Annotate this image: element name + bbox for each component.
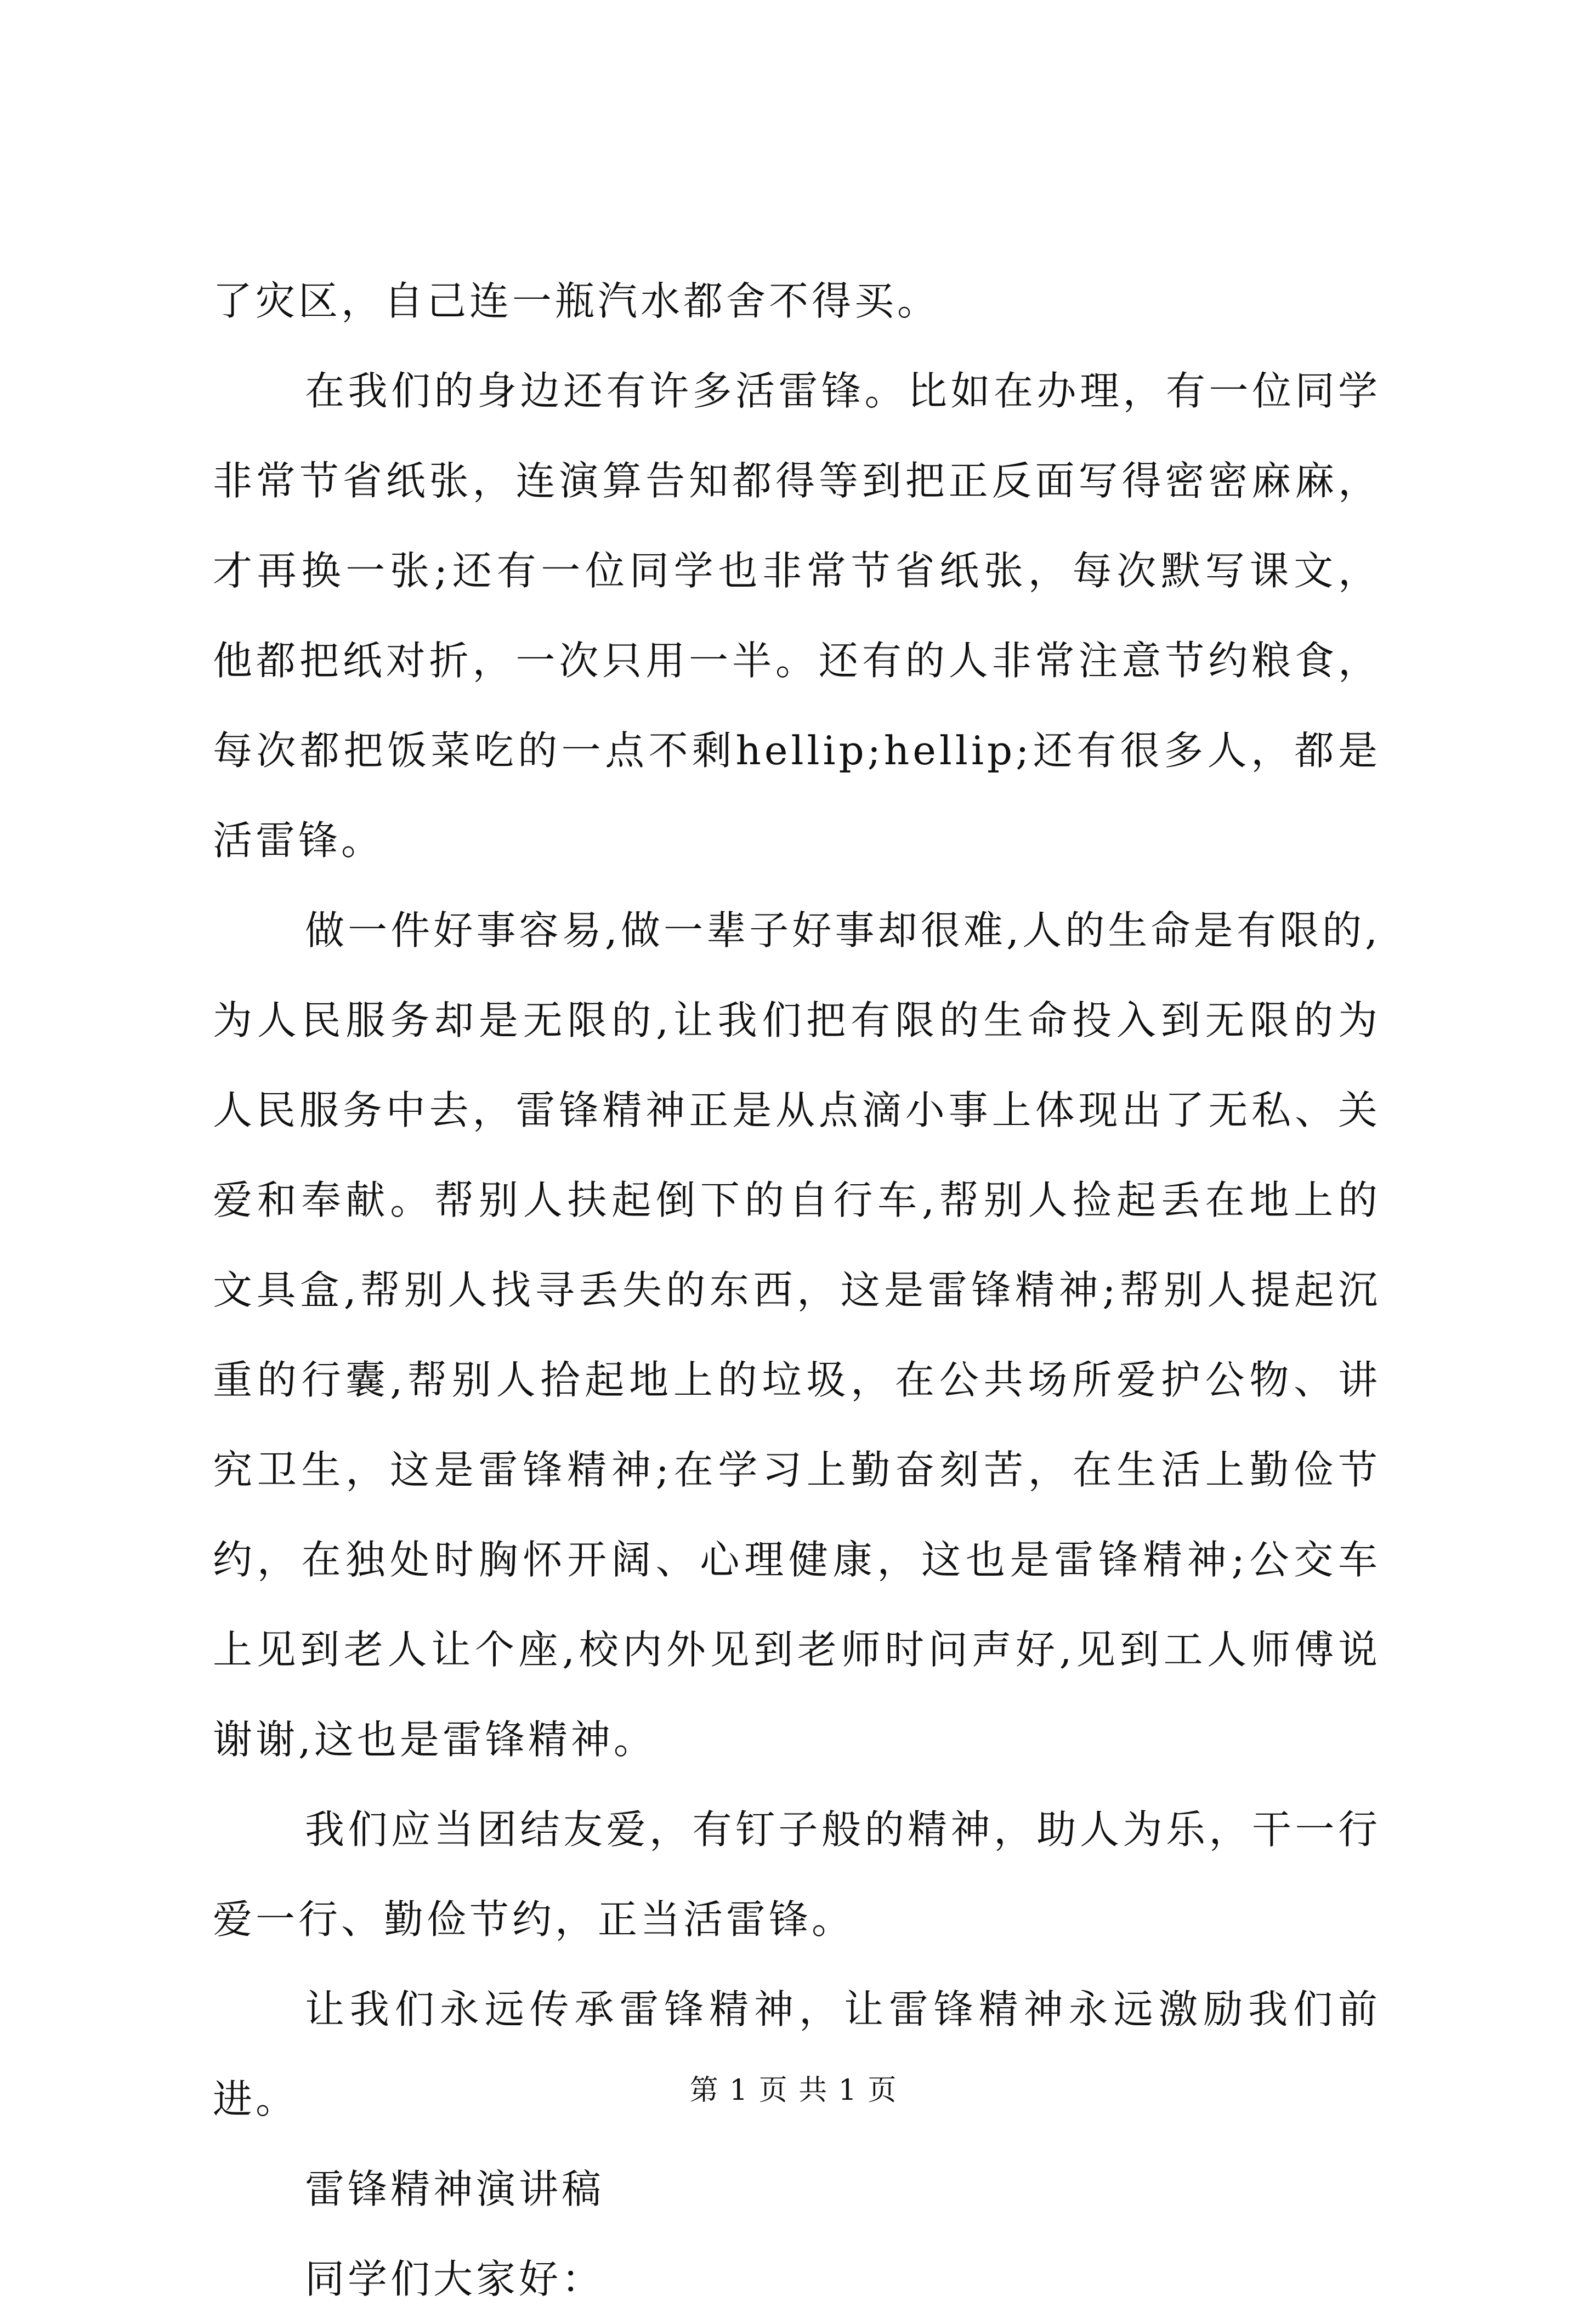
- speech-title: 雷锋精神演讲稿: [305, 2166, 605, 2212]
- paragraph-5: 让我们永远传承雷锋精神，让雷锋精神永远激励我们前进。: [213, 1986, 1381, 2122]
- speech-greeting: 同学们大家好：: [305, 2256, 605, 2302]
- paragraph-3: 做一件好事容易,做一辈子好事却很难,人的生命是有限的,为人民服务却是无限的,让我们把有限的生命投入到无限的为人民服务中去，雷锋精神正是从点滴小事上体现出了无私、关爱和奉献。帮别人扶起倒下的自行车,帮别人捡起丢在地上的文具盒,帮别人找寻丢失的东西，这是雷锋精神;帮别人提起沉重的行囊,帮别人拾起地上的垃圾，在公共场所爱护公物、讲究卫生，这是雷锋精神;在学习上勤奋刻苦，在生活上勤俭节约，在独处时胸怀开阔、心理健康，这也是雷锋精神;公交车上见到老人让个座,校内外见到老师时问声好,见到工人师傅说谢谢,这也是雷锋精神。: [213, 907, 1381, 1763]
- document-body: [213, 256, 1381, 2324]
- paragraph-4: 我们应当团结友爱，有钉子般的精神，助人为乐，干一行爱一行、勤俭节约，正当活雷锋。: [213, 1806, 1381, 1942]
- paragraph-1: 了灾区，自己连一瓶汽水都舍不得买。: [213, 278, 940, 324]
- paragraph-2: 在我们的身边还有许多活雷锋。比如在办理，有一位同学非常节省纸张，连演算告知都得等到把正反面写得密密麻麻，才再换一张;还有一位同学也非常节省纸张，每次默写课文，他都把纸对折，一次只用一半。还有的人非常注意节约粮食，每次都把饭菜吃的一点不剩hellip;hellip;还有很多人，都是活雷锋。: [213, 368, 1381, 863]
- page-number-footer: 第 1 页 共 1 页: [689, 2074, 898, 2107]
